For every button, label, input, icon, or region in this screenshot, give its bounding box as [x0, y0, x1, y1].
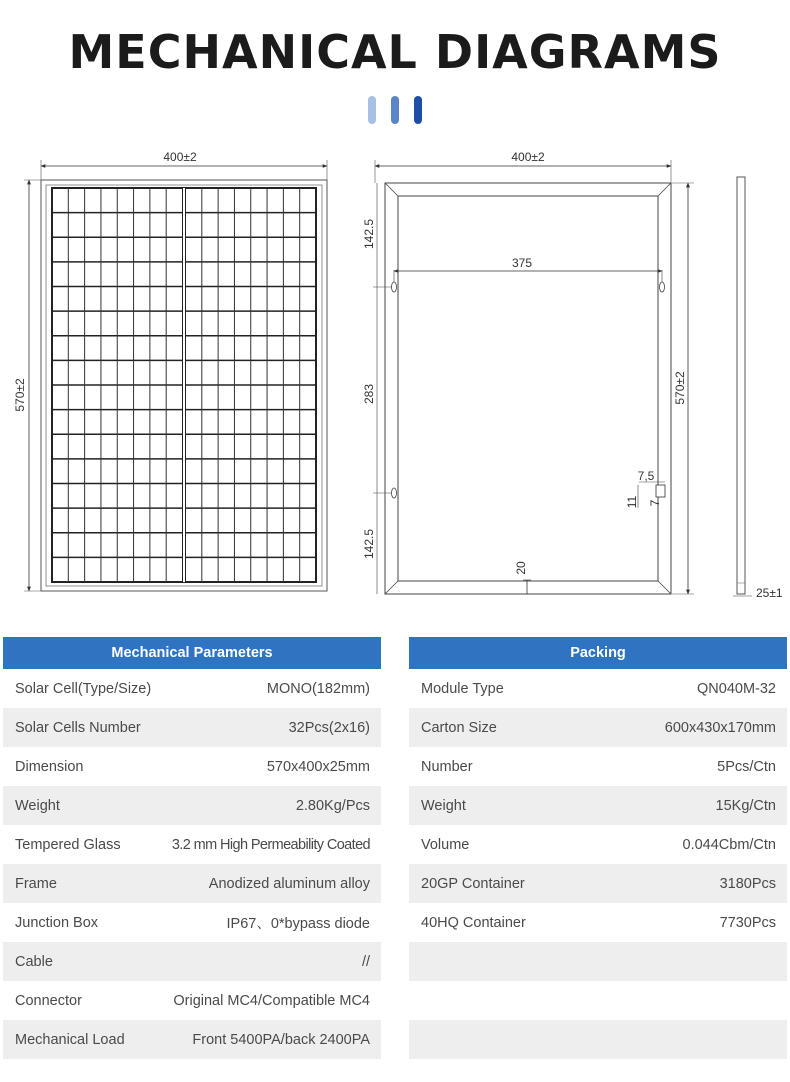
row-label: Solar Cell(Type/Size) [15, 680, 152, 697]
row-value: 5Pcs/Ctn [717, 758, 776, 775]
row-label: Mechanical Load [15, 1031, 125, 1048]
row-value: Anodized aluminum alloy [208, 875, 370, 892]
row-label: Connector [15, 992, 82, 1009]
table-row [3, 825, 381, 864]
row-value: Front 5400PA/back 2400PA [192, 1031, 370, 1048]
row-label: Frame [15, 875, 57, 892]
row-value: IP67、0*bypass diode [226, 916, 370, 932]
table-row [409, 786, 787, 825]
table-row [3, 747, 381, 786]
row-value: 3180Pcs [719, 875, 776, 892]
row-label: Weight [421, 797, 466, 814]
row-label: 40HQ Container [421, 914, 526, 931]
row-label: Volume [421, 836, 470, 853]
page-title: MECHANICAL DIAGRAMS [68, 25, 722, 79]
packing-table [409, 637, 787, 1059]
mid-spacing-label: 283 [362, 383, 376, 405]
mounting-hole [660, 282, 665, 292]
back-height-label: 570±2 [673, 371, 687, 405]
row-value: 3.2 mm High Permeability Coated [171, 836, 370, 853]
back-width-label: 400±2 [511, 150, 545, 164]
row-value: // [361, 953, 370, 970]
table-row [409, 747, 787, 786]
table-row [409, 903, 787, 942]
row-label: Dimension [15, 758, 84, 775]
front-width-label: 400±2 [163, 150, 197, 164]
back-view-diagram [362, 150, 694, 594]
table-row [3, 942, 381, 981]
mounting-hole [392, 488, 397, 498]
row-value: 600x430x170mm [664, 719, 776, 736]
row-label: 20GP Container [421, 875, 525, 892]
row-value: MONO(182mm) [266, 680, 370, 697]
table-row [3, 981, 381, 1020]
row-label: Cable [15, 953, 53, 970]
table-row [3, 786, 381, 825]
slot-depth-label: 7 [648, 499, 662, 507]
row-label: Tempered Glass [15, 836, 121, 853]
row-label: Carton Size [421, 719, 497, 736]
slot-width-label: 7,5 [637, 469, 655, 483]
row-value: 570x400x25mm [266, 758, 370, 775]
row-label: Weight [15, 797, 60, 814]
table-row-empty [409, 1020, 787, 1059]
table-row [3, 903, 381, 942]
thickness-label: 25±1 [756, 586, 783, 600]
front-view-diagram [13, 150, 327, 591]
row-value: Original MC4/Compatible MC4 [173, 992, 370, 1009]
mechanical-parameters-table [3, 637, 381, 1059]
row-label: Solar Cells Number [15, 719, 141, 736]
row-label: Number [421, 758, 473, 775]
table-header: Packing [409, 637, 787, 669]
side-view-diagram [733, 177, 783, 600]
table-row [409, 864, 787, 903]
table-row-empty [409, 942, 787, 981]
row-label: Junction Box [15, 914, 99, 931]
row-value: 15Kg/Ctn [715, 797, 776, 814]
side-profile [737, 177, 745, 594]
mounting-hole [392, 282, 397, 292]
table-row [409, 825, 787, 864]
table-row [3, 1020, 381, 1059]
top-offset-label: 142.5 [362, 218, 376, 250]
row-label: Module Type [421, 680, 504, 697]
table-row [409, 708, 787, 747]
table-row [409, 669, 787, 708]
table-body [409, 669, 787, 1059]
row-value: QN040M-32 [697, 680, 776, 697]
table-header: Mechanical Parameters [3, 637, 381, 669]
hole-spacing-label: 375 [511, 256, 533, 270]
table-body [3, 669, 381, 1059]
table-row [3, 708, 381, 747]
row-value: 2.80Kg/Pcs [295, 797, 370, 814]
row-value: 32Pcs(2x16) [288, 719, 370, 736]
front-height-label: 570±2 [13, 378, 27, 412]
bottom-offset-label: 142.5 [362, 528, 376, 560]
table-row [3, 669, 381, 708]
back-frame-inner [398, 196, 658, 581]
table-row-empty [409, 981, 787, 1020]
table-row [3, 864, 381, 903]
slot-height-label: 11 [625, 495, 639, 509]
frame-width-label: 20 [514, 561, 528, 575]
drain-slot [656, 485, 665, 497]
row-value: 0.044Cbm/Ctn [682, 836, 776, 853]
row-value: 7730Pcs [719, 914, 776, 931]
